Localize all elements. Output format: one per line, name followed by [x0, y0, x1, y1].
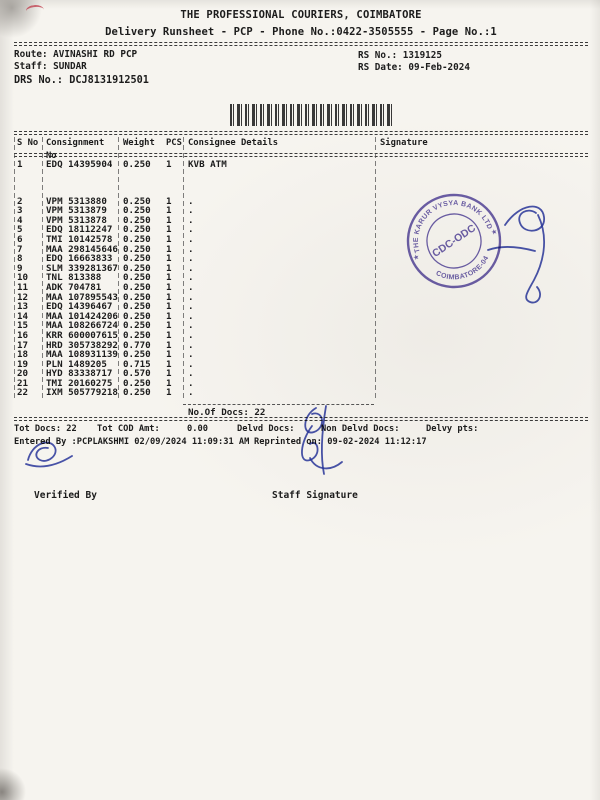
verified-by-signature	[22, 436, 86, 470]
cell-weight: 0.250	[123, 214, 151, 226]
separator	[14, 42, 588, 46]
cell-consignee: .	[188, 233, 194, 245]
table-header	[14, 137, 588, 161]
header-sno: S No	[17, 138, 39, 148]
cell-pcs: 1	[166, 368, 172, 380]
cell-consignment: MAA 298145646	[46, 243, 118, 255]
cell-consignee: .	[188, 253, 194, 265]
cell-weight: 0.250	[123, 272, 151, 284]
cell-sno: 16	[17, 329, 29, 341]
cell-consignee: .	[188, 310, 194, 322]
cell-consignee: .	[188, 281, 194, 293]
cell-consignment: HYD 83338717	[46, 368, 113, 380]
non-delvd-docs: Non Delvd Docs:	[321, 424, 400, 435]
doc-subtitle: Delivery Runsheet - PCP - Phone No.:0422-3505555 - Page No.:1	[105, 26, 497, 38]
column-rule	[42, 137, 43, 399]
barcode	[230, 104, 392, 126]
cell-pcs: 1	[166, 233, 172, 245]
cell-sno: 7	[17, 243, 23, 255]
cell-weight: 0.250	[123, 320, 151, 332]
cell-weight: 0.570	[123, 368, 151, 380]
cell-consignment: EDQ 14396467	[46, 301, 113, 313]
cell-signature	[375, 350, 588, 360]
cell-consignee: .	[188, 387, 194, 399]
cell-sno: 5	[17, 224, 23, 236]
verified-by-label: Verified By	[34, 490, 97, 502]
cell-consignee: .	[188, 301, 194, 313]
entered-by: Entered By :PCPLAKSHMI 02/09/2024 11:09:31 AM	[14, 437, 250, 448]
rs-no-line: RS No.: 1319125	[358, 50, 442, 61]
cell-pcs: 1	[166, 195, 172, 207]
cell-sno: 4	[17, 214, 23, 226]
cell-consignment: MAA 101424206	[46, 310, 118, 322]
cell-consignee: .	[188, 243, 194, 255]
column-rule	[183, 137, 184, 399]
cell-pcs: 1	[166, 205, 172, 217]
cell-weight: 0.250	[123, 205, 151, 217]
cell-sno: 17	[17, 339, 29, 351]
cell-consignee: .	[188, 224, 194, 236]
cell-sno: 20	[17, 368, 29, 380]
cell-weight: 0.250	[123, 262, 151, 274]
cell-consignment: ADK 704781	[46, 281, 102, 293]
cell-consignment: MAA 107895543	[46, 291, 118, 303]
cell-weight: 0.250	[123, 291, 151, 303]
info-right	[358, 50, 470, 74]
header-consignee: Consignee Details	[188, 138, 279, 148]
cell-pcs: 1	[166, 243, 172, 255]
staff-line: Staff: SUNDAR	[14, 61, 87, 72]
cell-signature	[375, 331, 588, 341]
cell-consignment: HRD 305738292	[46, 339, 118, 351]
stamp-ring-top-text: THE KARUR VYSYA BANK LTD	[412, 199, 494, 254]
cell-sno: 14	[17, 310, 29, 322]
cell-sno: 18	[17, 349, 29, 361]
cell-consignee: .	[188, 272, 194, 284]
staff-signature-label: Staff Signature	[272, 490, 358, 502]
cell-pcs: 1	[166, 214, 172, 226]
cell-weight: 0.250	[123, 195, 151, 207]
staff-signature	[282, 402, 354, 480]
cell-sno: 1	[17, 159, 23, 170]
cell-consignment: VPM 5313879	[46, 205, 107, 217]
cell-weight: 0.250	[123, 224, 151, 236]
cell-pcs: 1	[166, 272, 172, 284]
route-line: Route: AVINASHI RD PCP	[14, 49, 138, 60]
cell-pcs: 1	[166, 262, 172, 274]
cell-consignee: .	[188, 205, 194, 217]
cell-weight: 0.250	[123, 159, 151, 170]
cell-pcs: 1	[166, 329, 172, 341]
header-weight: Weight	[123, 138, 155, 148]
cell-consignment: TMI 20160275	[46, 377, 113, 389]
cell-sno: 22	[17, 387, 29, 399]
cell-signature	[375, 388, 588, 398]
cell-pcs: 1	[166, 253, 172, 265]
cell-pcs: 1	[166, 349, 172, 361]
cell-weight: 0.250	[123, 243, 151, 255]
tot-docs: Tot Docs: 22	[14, 424, 77, 435]
cell-weight: 0.250	[123, 233, 151, 245]
drs-no-line: DRS No.: DCJ8131912501	[14, 75, 149, 86]
company-title: THE PROFESSIONAL COURIERS, COIMBATORE	[180, 9, 422, 21]
separator	[14, 153, 588, 157]
separator	[14, 131, 588, 135]
header-pcs: PCS	[166, 138, 182, 148]
header-consignment: Consignment No	[46, 138, 105, 161]
cell-consignment: MAA 108931139	[46, 349, 118, 361]
cell-weight: 0.250	[123, 301, 151, 313]
cell-consignee: .	[188, 358, 194, 370]
cell-pcs: 1	[166, 358, 172, 370]
cell-consignment: EDQ 18112247	[46, 224, 113, 236]
cell-weight: 0.250	[123, 349, 151, 361]
cell-consignee: .	[188, 329, 194, 341]
cell-consignment: VPM 5313878	[46, 214, 107, 226]
cell-weight: 0.250	[123, 281, 151, 293]
reprinted-on: Reprinted on: 09-02-2024 11:12:17	[254, 437, 427, 448]
cell-pcs: 1	[166, 291, 172, 303]
cell-signature	[375, 379, 588, 389]
cell-consignment: VPM 5313880	[46, 195, 107, 207]
stamp-ring-bottom-text: COIMBATORE-04	[434, 254, 491, 282]
table-row	[14, 160, 588, 170]
cell-weight: 0.250	[123, 377, 151, 389]
header-signature: Signature	[380, 138, 428, 148]
cell-consignee: KVB ATM	[188, 159, 227, 170]
cell-pcs: 1	[166, 301, 172, 313]
cell-weight: 0.250	[123, 329, 151, 341]
cell-signature	[375, 312, 588, 322]
delvy-pts: Delvy pts:	[426, 424, 479, 435]
cell-pcs: 1	[166, 281, 172, 293]
cell-consignment: IXM 505779218	[46, 387, 118, 399]
cell-sno: 21	[17, 377, 29, 389]
info-left	[14, 49, 588, 87]
stamp-center-text: CDC-ODC	[430, 222, 478, 260]
info-block	[14, 49, 588, 127]
cell-pcs: 1	[166, 159, 172, 170]
signature-labels	[14, 490, 588, 503]
cell-signature	[375, 341, 588, 351]
cell-signature	[375, 321, 588, 331]
table-row	[14, 388, 588, 398]
cell-consignee: .	[188, 368, 194, 380]
cell-sno: 9	[17, 262, 23, 274]
rs-date-line: RS Date: 09-Feb-2024	[358, 62, 470, 73]
cell-consignee: .	[188, 291, 194, 303]
cell-consignee: .	[188, 339, 194, 351]
cell-pcs: 1	[166, 224, 172, 236]
cell-sno: 2	[17, 195, 23, 207]
cell-weight: 0.250	[123, 310, 151, 322]
stamp-signature	[480, 195, 580, 310]
cell-sno: 3	[17, 205, 23, 217]
column-rule	[375, 137, 376, 399]
cell-weight: 0.250	[123, 387, 151, 399]
cell-sno: 15	[17, 320, 29, 332]
cell-consignment: TMI 10142578	[46, 233, 113, 245]
cell-consignment: SLM 339281367	[46, 262, 118, 274]
stamp-star-icon: ★	[490, 227, 499, 237]
cell-signature	[375, 360, 588, 370]
cell-signature	[375, 160, 588, 170]
cell-signature	[375, 369, 588, 379]
cell-sno: 19	[17, 358, 29, 370]
stamp-star-icon: ★	[412, 252, 421, 263]
cell-consignment: PLN 1489205	[46, 358, 107, 370]
cell-pcs: 1	[166, 339, 172, 351]
cell-weight: 0.250	[123, 253, 151, 265]
cell-sno: 8	[17, 253, 23, 265]
cell-sno: 10	[17, 272, 29, 284]
cell-weight: 0.770	[123, 339, 151, 351]
cell-sno: 11	[17, 281, 29, 293]
cell-consignment: EDQ 16663833	[46, 253, 113, 265]
cell-pcs: 1	[166, 377, 172, 389]
cell-consignee: .	[188, 262, 194, 274]
cell-consignee: .	[188, 320, 194, 332]
cell-consignment: EDQ 14395904	[46, 159, 113, 170]
cell-consignee: .	[188, 349, 194, 361]
no-of-docs: No.Of Docs: 22	[183, 404, 374, 418]
column-rule	[118, 137, 119, 399]
cell-sno: 6	[17, 233, 23, 245]
cell-pcs: 1	[166, 310, 172, 322]
cell-pcs: 1	[166, 320, 172, 332]
cell-sno: 13	[17, 301, 29, 313]
cell-consignment: KRR 600007615	[46, 329, 118, 341]
cell-consignee: .	[188, 214, 194, 226]
cell-pcs: 1	[166, 387, 172, 399]
tot-cod-value: 0.00	[187, 424, 208, 435]
tot-cod-label: Tot COD Amt:	[97, 424, 160, 435]
cell-consignment: MAA 108266724	[46, 320, 118, 332]
cell-consignee: .	[188, 195, 194, 207]
delvd-docs: Delvd Docs:	[237, 424, 295, 435]
cell-consignment: TNL 813388	[46, 272, 102, 284]
cell-consignee: .	[188, 377, 194, 389]
cell-weight: 0.715	[123, 358, 151, 370]
column-rule	[14, 137, 15, 399]
cell-sno: 12	[17, 291, 29, 303]
